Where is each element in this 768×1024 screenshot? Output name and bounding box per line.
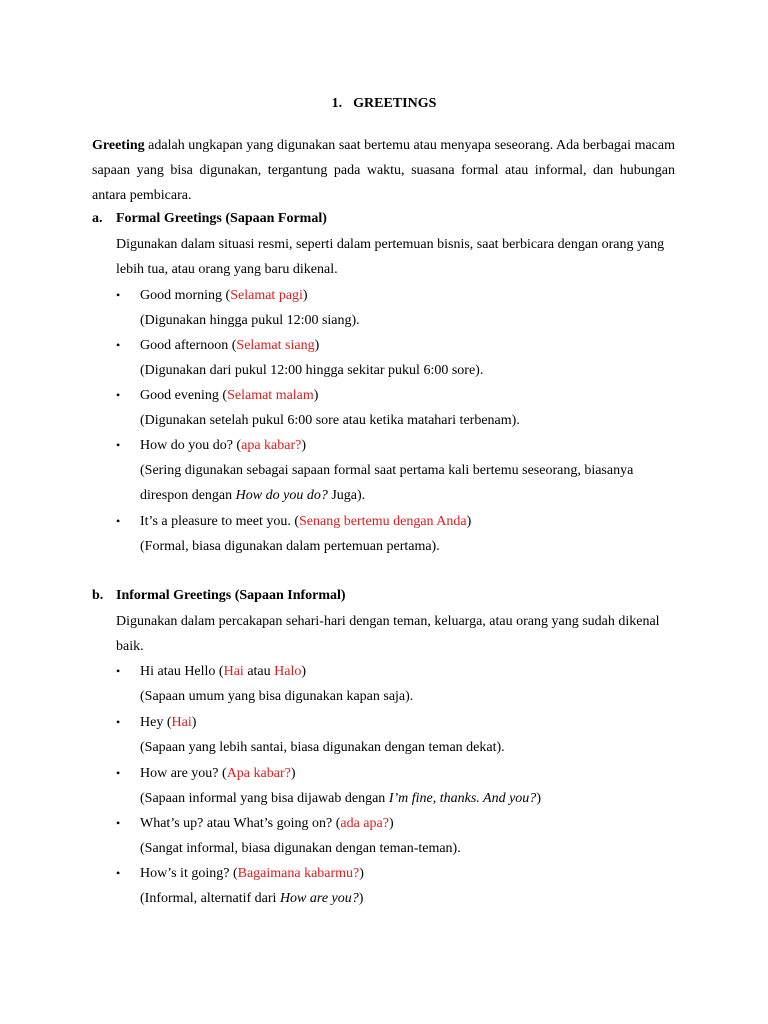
english-phrase: Hey (Hai) <box>140 715 197 730</box>
bullet: • <box>116 438 121 452</box>
intro-term: Greeting <box>92 138 145 153</box>
intro-paragraph <box>92 133 675 208</box>
bullet: • <box>116 388 121 402</box>
list-item <box>116 383 676 433</box>
section-description: Digunakan dalam situasi resmi, seperti dalam pertemuan bisnis, saat berbicara dengan orang yang lebih tua, atau orang yang baru dikenal. <box>116 237 665 277</box>
indonesian-translation: ada apa? <box>340 816 389 831</box>
bullet: • <box>116 766 121 780</box>
title-number: 1. <box>331 96 343 111</box>
section-description: Digunakan dalam percakapan sehari-hari dengan teman, keluarga, atau orang yang sudah dikenal baik. <box>116 614 660 654</box>
indonesian-translation: apa kabar? <box>241 438 302 453</box>
usage-note: (Sering digunakan sebagai sapaan formal saat pertama kali bertemu seseorang, biasanya direspon dengan How do you do? Juga). <box>140 463 634 503</box>
english-phrase: It’s a pleasure to meet you. (Senang bertemu dengan Anda) <box>140 514 472 529</box>
section-heading-formal <box>92 209 327 229</box>
page-title <box>0 94 768 114</box>
english-phrase: How do you do? (apa kabar?) <box>140 438 307 453</box>
usage-note: (Digunakan hingga pukul 12:00 siang). <box>140 313 360 328</box>
english-phrase: Hi atau Hello (Hai atau Halo) <box>140 664 307 679</box>
list-item <box>116 333 676 383</box>
list-item <box>116 861 676 911</box>
english-phrase: Good afternoon (Selamat siang) <box>140 338 320 353</box>
italic-phrase: How are you? <box>279 891 359 906</box>
indonesian-translation: Bagaimana kabarmu? <box>237 866 360 881</box>
usage-note: (Sapaan yang lebih santai, biasa digunakan dengan teman dekat). <box>140 740 505 755</box>
section-heading-informal <box>92 586 346 606</box>
english-phrase: Good morning (Selamat pagi) <box>140 288 308 303</box>
usage-note: (Digunakan setelah pukul 6:00 sore atau ketika matahari terbenam). <box>140 413 520 428</box>
list-item <box>116 659 676 709</box>
indonesian-translation: Selamat pagi <box>230 288 303 303</box>
section-heading-text: Formal Greetings (Sapaan Formal) <box>116 211 327 226</box>
english-phrase: Good evening (Selamat malam) <box>140 388 319 403</box>
english-phrase: What’s up? atau What’s going on? (ada apa?) <box>140 816 394 831</box>
bullet: • <box>116 866 121 880</box>
list-item <box>116 710 676 760</box>
indonesian-translation: Selamat malam <box>227 388 314 403</box>
section-letter: b. <box>92 588 104 603</box>
usage-note: (Informal, alternatif dari How are you?) <box>140 891 364 906</box>
indonesian-translation: Senang bertemu dengan Anda <box>299 514 467 529</box>
list-item <box>116 283 676 333</box>
usage-note: (Sangat informal, biasa digunakan dengan teman-teman). <box>140 841 461 856</box>
indonesian-translation: Hai <box>171 715 192 730</box>
indonesian-translation: Hai <box>223 664 244 679</box>
title-text: GREETINGS <box>353 96 437 111</box>
indonesian-translation: Selamat siang <box>236 338 315 353</box>
usage-note: (Digunakan dari pukul 12:00 hingga sekitar pukul 6:00 sore). <box>140 363 484 378</box>
bullet: • <box>116 664 121 678</box>
italic-phrase: How do you do? <box>235 488 328 503</box>
list-item <box>116 433 676 508</box>
intro-text: adalah ungkapan yang digunakan saat bertemu atau menyapa seseorang. Ada berbagai macam sapaan yang bisa digunakan, tergantung pada waktu, suasana formal atau informal, dan hubungan antara pembicara. <box>92 138 675 203</box>
bullet: • <box>116 816 121 830</box>
list-item <box>116 509 676 559</box>
english-phrase: How are you? (Apa kabar?) <box>140 766 296 781</box>
usage-note: (Formal, biasa digunakan dalam pertemuan pertama). <box>140 539 440 554</box>
bullet: • <box>116 338 121 352</box>
section-heading-text: Informal Greetings (Sapaan Informal) <box>116 588 346 603</box>
bullet: • <box>116 514 121 528</box>
usage-note: (Sapaan umum yang bisa digunakan kapan saja). <box>140 689 414 704</box>
usage-note: (Sapaan informal yang bisa dijawab dengan I’m fine, thanks. And you?) <box>140 791 541 806</box>
list-item <box>116 811 676 861</box>
bullet: • <box>116 715 121 729</box>
section-letter: a. <box>92 211 103 226</box>
italic-phrase: I’m fine, thanks. And you? <box>388 791 537 806</box>
indonesian-translation: Halo <box>274 664 302 679</box>
english-phrase: How’s it going? (Bagaimana kabarmu?) <box>140 866 364 881</box>
indonesian-translation: Apa kabar? <box>226 766 291 781</box>
list-item <box>116 761 676 811</box>
bullet: • <box>116 288 121 302</box>
